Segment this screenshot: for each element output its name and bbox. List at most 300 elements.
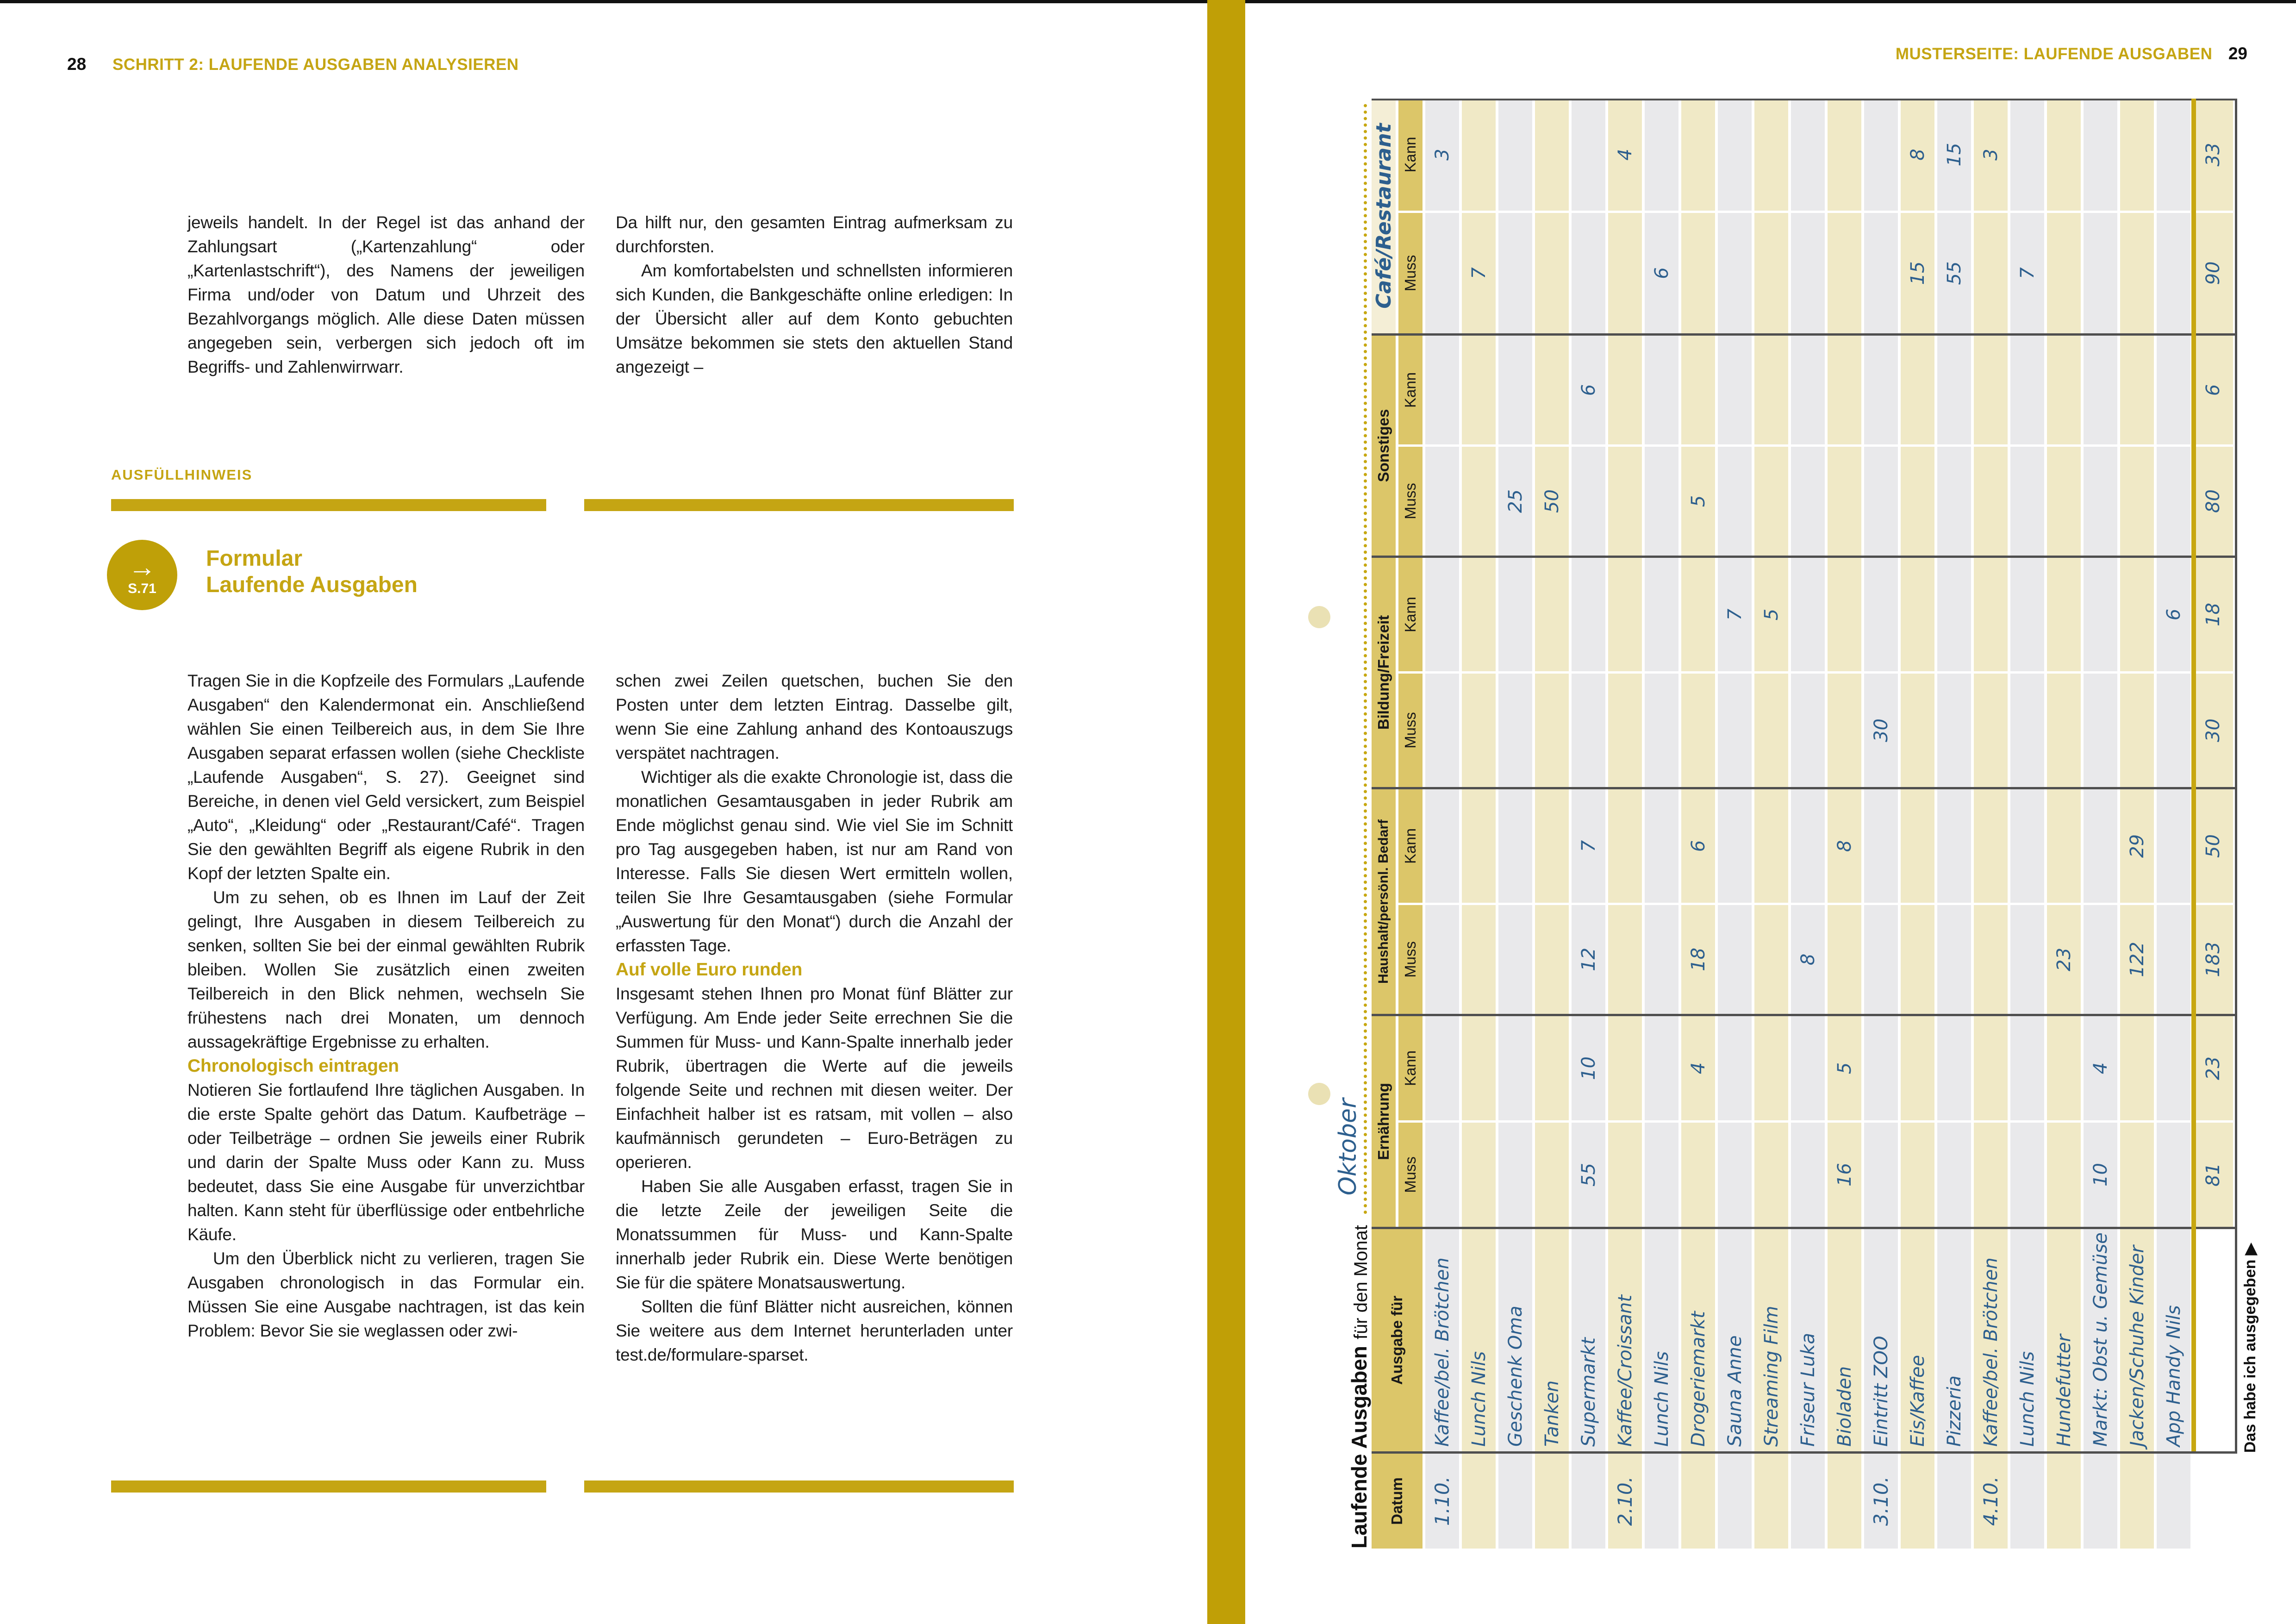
value-cell-hk: 29: [2120, 789, 2154, 903]
value-cell-ck: [2120, 99, 2154, 211]
value-cell-hm: [1901, 905, 1934, 1014]
value-cell-hk: [1498, 789, 1532, 903]
value-cell-sm: [1974, 447, 2008, 556]
value-cell-sk: [1608, 336, 1642, 444]
intro-col1: [187, 211, 585, 379]
value-cell-bk: [2010, 558, 2044, 671]
entry-name: Sauna Anne: [1718, 1229, 1752, 1451]
value-cell-sm: [1425, 447, 1459, 556]
value-cell-ek: 4: [2084, 1016, 2117, 1120]
form-title-row: [1317, 99, 1372, 1549]
gold-bar-top-right: [584, 499, 1014, 511]
value-cell-bk: [1498, 558, 1532, 671]
header-kann: Kann: [1398, 558, 1423, 671]
value-cell-hm: [1974, 905, 2008, 1014]
value-cell-sm: [1791, 447, 1825, 556]
value-cell-cm: [2120, 213, 2154, 333]
right-running-header: MUSTERSEITE: LAUFENDE AUSGABEN: [1895, 45, 2213, 63]
sum-row-gold-line: [2191, 99, 2196, 1451]
col2-block2: [616, 982, 1013, 1367]
value-cell-em: [1681, 1123, 1715, 1227]
value-cell-cm: [1572, 213, 1605, 333]
entry-date: [1754, 1454, 1788, 1549]
value-cell-em: [2120, 1123, 2154, 1227]
separator-ausgabe: [1372, 1227, 2235, 1229]
value-cell-hm: [1535, 905, 1569, 1014]
value-cell-bm: [1791, 674, 1825, 787]
value-cell-ck: [1572, 99, 1605, 211]
value-cell-ck: [1645, 99, 1678, 211]
value-cell-hk: [1791, 789, 1825, 903]
value-cell-em: [1645, 1123, 1678, 1227]
value-cell-cm: [1791, 213, 1825, 333]
entry-date: [2047, 1454, 2081, 1549]
header-muss: Muss: [1398, 905, 1423, 1014]
value-cell-hk: 7: [1572, 789, 1605, 903]
value-cell-ck: [2010, 99, 2044, 211]
entry-name: App Handy Nils: [2157, 1229, 2190, 1451]
value-cell-sm: 25: [1498, 447, 1532, 556]
value-cell-bk: 7: [1718, 558, 1752, 671]
value-cell-bk: [1572, 558, 1605, 671]
value-cell-sm: [1937, 447, 1971, 556]
value-cell-em: [1754, 1123, 1788, 1227]
value-cell-em: 16: [1828, 1123, 1861, 1227]
value-cell-bm: [1462, 674, 1496, 787]
value-cell-cm: 55: [1937, 213, 1971, 333]
value-cell-hm: [1462, 905, 1496, 1014]
header-kann: Kann: [1398, 789, 1423, 903]
value-cell-ck: [1718, 99, 1752, 211]
value-cell-sk: [1498, 336, 1532, 444]
value-cell-bm: [1681, 674, 1715, 787]
value-cell-ck: [1498, 99, 1532, 211]
value-cell-bk: [1828, 558, 1861, 671]
value-cell-bm: [2157, 674, 2190, 787]
value-cell-sk: [1828, 336, 1861, 444]
header-category-3: Bildung/Freizeit: [1372, 558, 1396, 787]
value-cell-ek: [1718, 1016, 1752, 1120]
entry-date: [1535, 1454, 1569, 1549]
value-cell-ck: 15: [1937, 99, 1971, 211]
value-cell-em: [2010, 1123, 2044, 1227]
form-grid: [1372, 99, 2233, 1549]
value-cell-ek: [2047, 1016, 2081, 1120]
value-cell-bm: [1645, 674, 1678, 787]
right-page-number: 29: [2228, 44, 2247, 63]
entry-name: Geschenk Oma: [1498, 1229, 1532, 1451]
separator-ernaehrung: [1372, 1014, 2235, 1016]
sum-row-bottom-line: [2235, 99, 2237, 1454]
value-cell-ek: [1535, 1016, 1569, 1120]
value-cell-bk: [1425, 558, 1459, 671]
value-cell-sm: [1645, 447, 1678, 556]
month-dotted-line: [1331, 103, 1367, 1214]
value-cell-sk: [1462, 336, 1496, 444]
value-cell-hm: [1828, 905, 1861, 1014]
entry-name: Pizzeria: [1937, 1229, 1971, 1451]
header-muss: Muss: [1398, 447, 1423, 556]
value-cell-hm: [1754, 905, 1788, 1014]
value-cell-bm: [1937, 674, 1971, 787]
entry-name: Eintritt ZOO: [1864, 1229, 1898, 1451]
value-cell-bm: [2120, 674, 2154, 787]
value-cell-hm: [1718, 905, 1752, 1014]
value-cell-ek: 10: [1572, 1016, 1605, 1120]
value-cell-bm: [1572, 674, 1605, 787]
entry-date: 1.10.: [1425, 1454, 1459, 1549]
entry-date: 2.10.: [1608, 1454, 1642, 1549]
value-cell-bk: [1645, 558, 1678, 671]
value-cell-ek: [1462, 1016, 1496, 1120]
header-category-5: Café/Restaurant: [1372, 99, 1396, 333]
value-cell-cm: [1425, 213, 1459, 333]
value-cell-hm: 8: [1791, 905, 1825, 1014]
value-cell-hk: [2010, 789, 2044, 903]
header-kann: Kann: [1398, 1016, 1423, 1120]
value-cell-cm: [2157, 213, 2190, 333]
value-cell-em: [1535, 1123, 1569, 1227]
value-cell-sm: [2120, 447, 2154, 556]
value-cell-bk: [1901, 558, 1934, 671]
value-cell-cm: 15: [1901, 213, 1934, 333]
left-page-number: 28: [67, 55, 87, 74]
value-cell-sm: [1901, 447, 1934, 556]
value-cell-ek: [1901, 1016, 1934, 1120]
sum-cell-sm: 80: [2193, 447, 2233, 556]
value-cell-ck: [2047, 99, 2081, 211]
value-cell-sk: [2120, 336, 2154, 444]
intro-col2: [616, 211, 1013, 379]
value-cell-ek: [1791, 1016, 1825, 1120]
value-cell-em: [2157, 1123, 2190, 1227]
paragraph: Notieren Sie fortlaufend Ihre täglichen Ausgaben. In die erste Spalte gehört das Datum. Kaufbeträge – oder Teilbeträge – ordnen Sie jeweils einer Rubrik und darin der Spalte Muss oder Kann zu. Muss bedeutet, dass Sie eine Ausgabe für unverzichtbar halten. Kann steht für überflüssige oder entbehrliche Käufe.: [187, 1081, 585, 1244]
value-cell-em: [1608, 1123, 1642, 1227]
entry-date: [1572, 1454, 1605, 1549]
entry-name: Friseur Luka: [1791, 1229, 1825, 1451]
value-cell-sk: [1901, 336, 1934, 444]
value-cell-bm: [1608, 674, 1642, 787]
separator-bildung: [1372, 556, 2235, 558]
section-col2: [616, 669, 1013, 1367]
value-cell-bm: [2010, 674, 2044, 787]
value-cell-cm: [1681, 213, 1715, 333]
entry-name: Hundefutter: [2047, 1229, 2081, 1451]
value-cell-ek: 5: [1828, 1016, 1861, 1120]
paragraph: Um den Überblick nicht zu verlieren, tragen Sie Ausgaben chronologisch in das Formular ein. Müssen Sie eine Ausgabe nachtragen, ist das kein Problem: Bevor Sie sie weglassen oder zwi-: [187, 1249, 585, 1340]
value-cell-bm: [1901, 674, 1934, 787]
value-cell-em: 55: [1572, 1123, 1605, 1227]
value-cell-bk: [1937, 558, 1971, 671]
value-cell-sk: [1791, 336, 1825, 444]
form-heading-line1: Formular: [206, 546, 303, 571]
paragraph: Insgesamt stehen Ihnen pro Monat fünf Blätter zur Verfügung. Am Ende jeder Seite errechnen Sie die Summen für Muss- und Kann-Spalte innerhalb jeder Rubrik, übertragen die Werte auf die jeweils folgende Seite und rechnen mit diesen weiter. Der Einfachheit halber ist es ratsam, mit vollen – also kaufmännisch gerundeten – Euro-Beträgen zu operieren.: [616, 984, 1013, 1172]
separator-datum: [1372, 1451, 2235, 1454]
entry-date: 4.10.: [1974, 1454, 2008, 1549]
value-cell-hm: [1937, 905, 1971, 1014]
entry-date: 3.10.: [1864, 1454, 1898, 1549]
value-cell-ek: [1974, 1016, 2008, 1120]
entry-name: Markt: Obst u. Gemüse: [2084, 1229, 2117, 1451]
sum-cell-cm: 90: [2193, 213, 2233, 333]
value-cell-hk: [1974, 789, 2008, 903]
value-cell-hm: [2157, 905, 2190, 1014]
month-handwritten: Oktober: [1334, 1098, 1362, 1196]
value-cell-cm: [1718, 213, 1752, 333]
value-cell-bm: [1754, 674, 1788, 787]
entry-date: [1828, 1454, 1861, 1549]
value-cell-ek: [1498, 1016, 1532, 1120]
form-title-bold: Laufende Ausgaben: [1347, 1346, 1371, 1549]
value-cell-hm: 18: [1681, 905, 1715, 1014]
value-cell-sk: 6: [1572, 336, 1605, 444]
value-cell-hm: [1608, 905, 1642, 1014]
value-cell-cm: [2084, 213, 2117, 333]
sum-cell-hm: 183: [2193, 905, 2233, 1014]
value-cell-sk: [1754, 336, 1788, 444]
section-col1: [187, 669, 585, 1343]
value-cell-hk: [2157, 789, 2190, 903]
hint-label: AUSFÜLLHINWEIS: [111, 467, 253, 483]
value-cell-sk: [1718, 336, 1752, 444]
value-cell-bm: [1828, 674, 1861, 787]
value-cell-sk: [2084, 336, 2117, 444]
header-muss: Muss: [1398, 1123, 1423, 1227]
value-cell-hm: [1645, 905, 1678, 1014]
value-cell-sk: [1974, 336, 2008, 444]
header-category-2: Haushalt/persönl. Bedarf: [1372, 789, 1396, 1014]
value-cell-cm: [1498, 213, 1532, 333]
entry-date: [1901, 1454, 1934, 1549]
sum-cell-ck: 33: [2193, 99, 2233, 211]
entry-date: [2084, 1454, 2117, 1549]
value-cell-ck: [1864, 99, 1898, 211]
header-datum: Datum: [1372, 1454, 1423, 1549]
entry-name: Drogeriemarkt: [1681, 1229, 1715, 1451]
entry-name: Tanken: [1535, 1229, 1569, 1451]
col1-block1: [187, 669, 585, 1054]
value-cell-ck: [1535, 99, 1569, 211]
header-ausgabe: Ausgabe für: [1372, 1229, 1423, 1451]
sum-cell-sk: 6: [2193, 336, 2233, 444]
entry-date: [1937, 1454, 1971, 1549]
entry-name: Lunch Nils: [1645, 1229, 1678, 1451]
value-cell-em: 10: [2084, 1123, 2117, 1227]
col1-block2: [187, 1078, 585, 1343]
value-cell-cm: 7: [2010, 213, 2044, 333]
value-cell-hm: 23: [2047, 905, 2081, 1014]
entry-date: [1462, 1454, 1496, 1549]
value-cell-hk: [1425, 789, 1459, 903]
value-cell-cm: [1535, 213, 1569, 333]
value-cell-sk: [1681, 336, 1715, 444]
value-cell-sm: [2047, 447, 2081, 556]
entry-date: [1791, 1454, 1825, 1549]
value-cell-hm: [1864, 905, 1898, 1014]
value-cell-hm: 12: [1572, 905, 1605, 1014]
value-cell-ck: [1828, 99, 1861, 211]
value-cell-hk: [1718, 789, 1752, 903]
col1-subheading: Chronologisch eintragen: [187, 1056, 399, 1076]
value-cell-bm: [1498, 674, 1532, 787]
value-cell-sk: [1645, 336, 1678, 444]
entry-date: [2120, 1454, 2154, 1549]
value-cell-cm: [1754, 213, 1788, 333]
value-cell-sk: [2010, 336, 2044, 444]
value-cell-hm: [2084, 905, 2117, 1014]
value-cell-ck: 3: [1974, 99, 2008, 211]
expenses-form: [1317, 99, 2271, 1549]
value-cell-ek: [1937, 1016, 1971, 1120]
value-cell-hm: [1498, 905, 1532, 1014]
header-muss: Muss: [1398, 674, 1423, 787]
value-cell-hk: [1608, 789, 1642, 903]
value-cell-ek: 4: [1681, 1016, 1715, 1120]
value-cell-hk: 8: [1828, 789, 1861, 903]
scan-top-edge: [0, 0, 2296, 3]
gold-bar-bottom-left: [111, 1480, 546, 1493]
entry-date: [1681, 1454, 1715, 1549]
entry-date: [1645, 1454, 1678, 1549]
value-cell-ck: [1681, 99, 1715, 211]
gold-bar-top-left: [111, 499, 546, 511]
value-cell-em: [1791, 1123, 1825, 1227]
value-cell-bm: [2084, 674, 2117, 787]
value-cell-bk: 6: [2157, 558, 2190, 671]
value-cell-bk: [1535, 558, 1569, 671]
value-cell-hm: [1425, 905, 1459, 1014]
value-cell-bk: [2084, 558, 2117, 671]
paragraph: Um zu sehen, ob es Ihnen im Lauf der Zeit gelingt, Ihre Ausgaben in diesem Teilbereich zu senken, sollten Sie bei der einmal gewählten Rubrik bleiben. Wollen Sie zusätzlich einen zweiten Teilbereich in den Blick nehmen, wechseln Sie frühestens nach drei Monaten, um dennoch aussagekräftige Ergebnisse zu erhalten.: [187, 888, 585, 1051]
value-cell-bk: [1681, 558, 1715, 671]
form-heading-line2: Laufende Ausgaben: [206, 573, 418, 597]
paragraph: Am komfortabelsten und schnellsten informieren sich Kunden, die Bankgeschäfte online erledigen: In der Übersicht aller auf dem Konto gebuchten Umsätze bekommen sie stets den aktuellen Stand angezeigt –: [616, 261, 1013, 376]
value-cell-hm: [2010, 905, 2044, 1014]
sum-cell-bm: 30: [2193, 674, 2233, 787]
header-muss: Muss: [1398, 213, 1423, 333]
entry-date: [2010, 1454, 2044, 1549]
value-cell-bk: [1462, 558, 1496, 671]
value-cell-em: [1864, 1123, 1898, 1227]
paragraph: Da hilft nur, den gesamten Eintrag aufmerksam zu durchforsten.: [616, 213, 1013, 256]
punch-hole-top: [1308, 606, 1330, 628]
sum-row-label: Das habe ich ausgegeben ▶: [2241, 1243, 2259, 1453]
paragraph: Haben Sie alle Ausgaben erfasst, tragen Sie in die letzte Zeile der jeweiligen Seite die Monatssummen für Muss- und Kann-Spalte innerhalb jeder Rubrik ein. Diese Werte benötigen Sie für die spätere Monatsauswertung.: [616, 1177, 1013, 1292]
value-cell-sm: [1462, 447, 1496, 556]
value-cell-sk: [1864, 336, 1898, 444]
col2-block1: [616, 669, 1013, 958]
value-cell-ek: [2010, 1016, 2044, 1120]
value-cell-hk: [1937, 789, 1971, 903]
expenses-form-rotated: [1317, 99, 2271, 1549]
value-cell-bm: [1718, 674, 1752, 787]
paragraph: Wichtiger als die exakte Chronologie ist, dass die monatlichen Gesamtausgaben in jeder Rubrik am Ende möglichst genau sind. Wie viel Sie im Schnitt pro Tag ausgegeben haben, ist nur am Rand von Interesse. Falls Sie diesen Wert ermitteln wollen, teilen Sie Ihre Gesamtausgaben (siehe Formular „Auswertung für den Monat“) durch die Anzahl der erfassten Tage.: [616, 768, 1013, 955]
value-cell-bk: [1864, 558, 1898, 671]
left-running-header: SCHRITT 2: LAUFENDE AUSGABEN ANALYSIEREN: [112, 56, 519, 74]
entry-name: Bioladen: [1828, 1229, 1861, 1451]
value-cell-ek: [1754, 1016, 1788, 1120]
header-kann: Kann: [1398, 336, 1423, 444]
value-cell-cm: [1828, 213, 1861, 333]
value-cell-ek: [1425, 1016, 1459, 1120]
entry-name: Streaming Film: [1754, 1229, 1788, 1451]
value-cell-bm: [1425, 674, 1459, 787]
value-cell-ck: 8: [1901, 99, 1934, 211]
entry-name: Lunch Nils: [2010, 1229, 2044, 1451]
separator-haushalt: [1372, 787, 2235, 789]
value-cell-cm: [1974, 213, 2008, 333]
header-category-4: Sonstiges: [1372, 336, 1396, 556]
separator-sonstiges: [1372, 333, 2235, 336]
entry-name: Jacken/Schuhe Kinder: [2120, 1229, 2154, 1451]
value-cell-bm: [1974, 674, 2008, 787]
value-cell-sm: [1864, 447, 1898, 556]
value-cell-ek: [1864, 1016, 1898, 1120]
value-cell-sm: [2010, 447, 2044, 556]
page-divider-bar: [1207, 0, 1245, 1624]
value-cell-hk: [2084, 789, 2117, 903]
value-cell-ck: 3: [1425, 99, 1459, 211]
value-cell-hm: 122: [2120, 905, 2154, 1014]
value-cell-hk: [1462, 789, 1496, 903]
entry-name: Kaffee/bel. Brötchen: [1425, 1229, 1459, 1451]
value-cell-em: [1425, 1123, 1459, 1227]
value-cell-bm: 30: [1864, 674, 1898, 787]
value-cell-sk: [1535, 336, 1569, 444]
entry-name: Kaffee/bel. Brötchen: [1974, 1229, 2008, 1451]
value-cell-sm: 50: [1535, 447, 1569, 556]
sum-cell-em: 81: [2193, 1123, 2233, 1227]
value-cell-ek: [1608, 1016, 1642, 1120]
sum-arrow-icon: ▶: [2241, 1243, 2259, 1255]
value-cell-em: [1498, 1123, 1532, 1227]
value-cell-bk: [2120, 558, 2154, 671]
value-cell-cm: [1864, 213, 1898, 333]
gold-bar-bottom-right: [584, 1480, 1014, 1493]
entry-name: Kaffee/Croissant: [1608, 1229, 1642, 1451]
value-cell-ck: [1754, 99, 1788, 211]
value-cell-ek: [2120, 1016, 2154, 1120]
value-cell-em: [1901, 1123, 1934, 1227]
value-cell-ck: [1462, 99, 1496, 211]
header-category-1: Ernährung: [1372, 1016, 1396, 1227]
value-cell-sk: [2157, 336, 2190, 444]
value-cell-bk: [1974, 558, 2008, 671]
value-cell-sm: [1608, 447, 1642, 556]
entry-date: [1718, 1454, 1752, 1549]
value-cell-bm: [1535, 674, 1569, 787]
value-cell-hk: [1645, 789, 1678, 903]
value-cell-cm: 6: [1645, 213, 1678, 333]
page-ref-badge: [107, 540, 177, 610]
value-cell-ck: 4: [1608, 99, 1642, 211]
form-title-rest: für den Monat: [1351, 1225, 1371, 1340]
arrow-right-icon: →: [128, 551, 156, 582]
value-cell-em: [1718, 1123, 1752, 1227]
header-kann: Kann: [1398, 99, 1423, 211]
paragraph: Tragen Sie in die Kopfzeile des Formulars „Laufende Ausgaben“ den Kalendermonat ein. Anschließend wählen Sie einen Teilbereich aus, in dem Sie Ihre Ausgaben separat erfassen wollen (siehe Checkliste „Laufende Ausgaben“, S. 27). Geeignet sind Bereiche, in denen viel Geld versickert, zum Beispiel „Auto“, „Kleidung“ oder „Restaurant/Café“. Tragen Sie den gewählten Begriff als eigene Rubrik in den Kopf der letzten Spalte ein.: [187, 671, 585, 883]
value-cell-ck: [2084, 99, 2117, 211]
value-cell-ek: [2157, 1016, 2190, 1120]
entry-date: [2157, 1454, 2190, 1549]
value-cell-bk: 5: [1754, 558, 1788, 671]
value-cell-em: [2047, 1123, 2081, 1227]
value-cell-sm: [2084, 447, 2117, 556]
value-cell-bk: [2047, 558, 2081, 671]
value-cell-ck: [1791, 99, 1825, 211]
entry-name: Supermarkt: [1572, 1229, 1605, 1451]
paragraph: schen zwei Zeilen quetschen, buchen Sie den Posten unter dem letzten Eintrag. Dasselbe gilt, wenn Sie eine Zahlung anhand des Kontoauszugs verspätet nachtragen.: [616, 671, 1013, 762]
